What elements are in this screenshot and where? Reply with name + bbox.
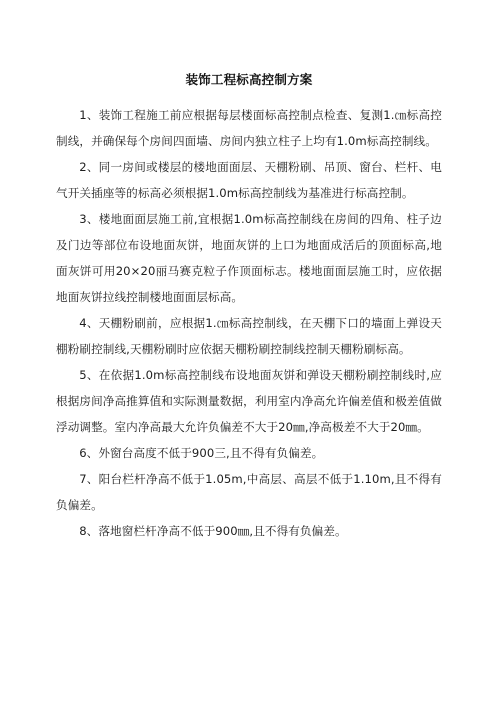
paragraph-3: 3、楼地面面层施工前,宜根据1.0m标高控制线在房间的四角、柱子边及门边等部位布设地面灰饼，地面灰饼的上口为地面成活后的顶面标高,地面灰饼可用20×20丽马赛克粒子作顶面标志。楼地面面层施工时，应依据地面灰饼拉线控制楼地面面层标高。	[56, 212, 442, 304]
paragraph-7: 7、阳台栏杆净高不低于1.05m,中高层、高层不低于1.10m,且不得有负偏差。	[56, 472, 442, 512]
paragraph-4: 4、天棚粉刷前，应根据1.㎝标高控制线，在天棚下口的墙面上弹设天棚粉刷控制线,天棚粉刷时应依据天棚粉刷控制线控制天棚粉刷标高。	[56, 316, 442, 356]
paragraph-2: 2、同一房间或楼层的楼地面面层、天棚粉刷、吊顶、窗台、栏杆、电气开关插座等的标高必须根据1.0m标高控制线为基准进行标高控制。	[56, 160, 442, 200]
paragraph-1: 1、装饰工程施工前应根据每层楼面标高控制点检查、复测1.㎝标高控制线，并确保每个房间四面墙、房间内独立柱子上均有1.0m标高控制线。	[56, 108, 442, 148]
paragraph-5: 5、在依据1.0m标高控制线布设地面灰饼和弹设天棚粉刷控制线时,应根据房间净高推算值和实际测量数据，利用室内净高允许偏差值和极差值做浮动调整。室内净高最大允许负偏差不大于20㎜,净高极差不大于20㎜。	[56, 368, 442, 434]
paragraph-6: 6、外窗台高度不低于900三,且不得有负偏差。	[79, 446, 324, 460]
paragraph-8: 8、落地窗栏杆净高不低于900㎜,且不得有负偏差。	[79, 524, 347, 538]
document-title: 装饰工程标高控制方案	[185, 72, 313, 87]
